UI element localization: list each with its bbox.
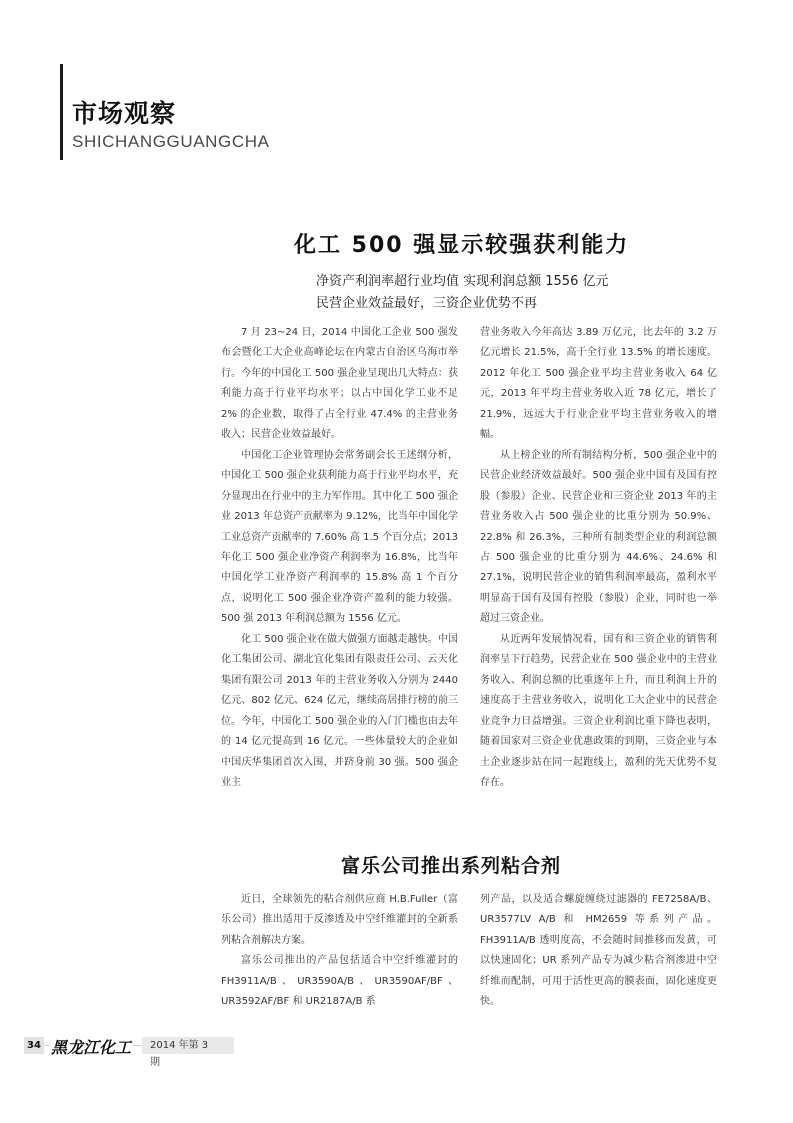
magazine-logo: 黑龙江化工 [49,1035,133,1058]
article-body-column-right [480,323,717,793]
page-footer [24,1037,234,1068]
article-paragraph: 化工 500 强企业在做大做强方面越走越快。中国化工集团公司、湖北宜化集团有限责任公司、云天化集团有限公司 2013 年的主营业务收入分别为 2440 亿元、802 亿元、624 亿元，继续高居排行榜的前三位。今年，中国化工 500 强企业的入门门槛也由去年的 14 亿元提高到 16 亿元。一些体量较大的企业如中国庆华集团首次入围，并跻身前 30 强。500 强企业主 [221,633,458,788]
issue-label: 2014 年第 3 期 [142,1037,234,1054]
article-paragraph: 7 月 23~24 日，2014 中国化工企业 500 强发布会暨化工大企业高峰论坛在内蒙古自治区乌海市举行。今年的中国化工 500 强企业呈现出几大特点：获利能力高于行业平均水平；以占中国化学工业不足 2% 的企业数，取得了占全行业 47.4% 的主营业务收入；民营企业效益最好。 [221,327,458,441]
article-paragraph: 从近两年发展情况看，国有和三资企业的销售利润率呈下行趋势，民营企业在 500 强企业中的主营业务收入、利润总额的比重逐年上升，而且利润上升的速度高于主营业务收入，说明化工大企业中的民营企业竞争力日益增强。三资企业利润比重下降也表明，随着国家对三资企业优惠政策的到期，三资企业与本土企业逐步站在同一起跑线上，盈利的先天优势不复存在。 [480,633,717,788]
news-title: 富乐公司推出系列粘合剂 [341,855,562,877]
article-body-column-left [221,323,458,793]
article-paragraph-continued: 营业务收入今年高达 3.89 万亿元，比去年的 3.2 万亿元增长 21.5%，高于全行业 13.5% 的增长速度。2012 年化工 500 强企业平均主营业务收入 64 亿元，2013 年平均主营业务收入近 78 亿元，增长了 21.9%，远远大于行业企业平均主营业务收入的增幅。 [480,327,717,441]
news-paragraph-continued: 列产品，以及适合螺旋缠绕过滤器的 FE7258A/B、UR3577LV A/B 和 HM2659 等系列产品。FH3911A/B 透明度高，不会随时间推移而发黄，可以快速固化；UR 系列产品专为减少粘合剂渗进中空纤维而配制，可用于活性更高的膜表面，固化速度更快。 [480,894,717,1008]
news-paragraph: 富乐公司推出的产品包括适合中空纤维灌封的 FH3911A/B、UR3590A/B、UR3590AF/BF、UR3592AF/BF 和 UR2187A/B 系 [221,955,458,1008]
news-body-column-right [480,890,717,1013]
section-title: 市场观察 [72,99,177,128]
article-paragraph: 中国化工企业管理协会常务副会长王述纲分析，中国化工 500 强企业获利能力高于行业平均水平，充分显现出在行业中的主力军作用。其中化工 500 强企业 2013 年总资产贡献率为 9.12%，比当年中国化学工业总资产贡献率的 7.60% 高 1.5 个百分点；2013 年化工 500 强企业净资产利润率为 16.8%，比当年中国化学工业净资产利润率的 15.8% 高 1 个百分点，说明化工 500 强企业净资产盈利的能力较强。500 强 2013 年利润总额为 1556 亿元。 [221,449,458,625]
news-paragraph: 近日，全球领先的粘合剂供应商 H.B.Fuller（富乐公司）推出适用于反渗透及中空纤维灌封的全新系列粘合剂解决方案。 [221,894,458,946]
article-title: 化工 500 强显示较强获利能力 [294,233,630,258]
article-subtitle-2: 民营企业效益最好，三资企业优势不再 [316,296,538,311]
article-subtitle-1: 净资产利润率超行业均值 实现利润总额 1556 亿元 [316,274,609,289]
section-pinyin: SHICHANGGUANGCHA [72,132,270,151]
section-divider-bar [60,64,63,160]
news-body-column-left [221,890,458,1013]
page-number: 34 [24,1037,44,1054]
article-paragraph: 从上榜企业的所有制结构分析，500 强企业中的民营企业经济效益最好。500 强企业中国有及国有控股（参股）企业、民营企业和三资企业 2013 年的主营业务收入占 500 强企业的比重分别为 50.9%、22.8% 和 26.3%，三种所有制类型企业的利润总额占 500 强企业的比重分别为 44.6%、24.6% 和 27.1%，说明民营企业的销售利润率最高，盈利水平明显高于国有及国有控股（参股）企业，同时也一举超过三资企业。 [480,449,717,625]
